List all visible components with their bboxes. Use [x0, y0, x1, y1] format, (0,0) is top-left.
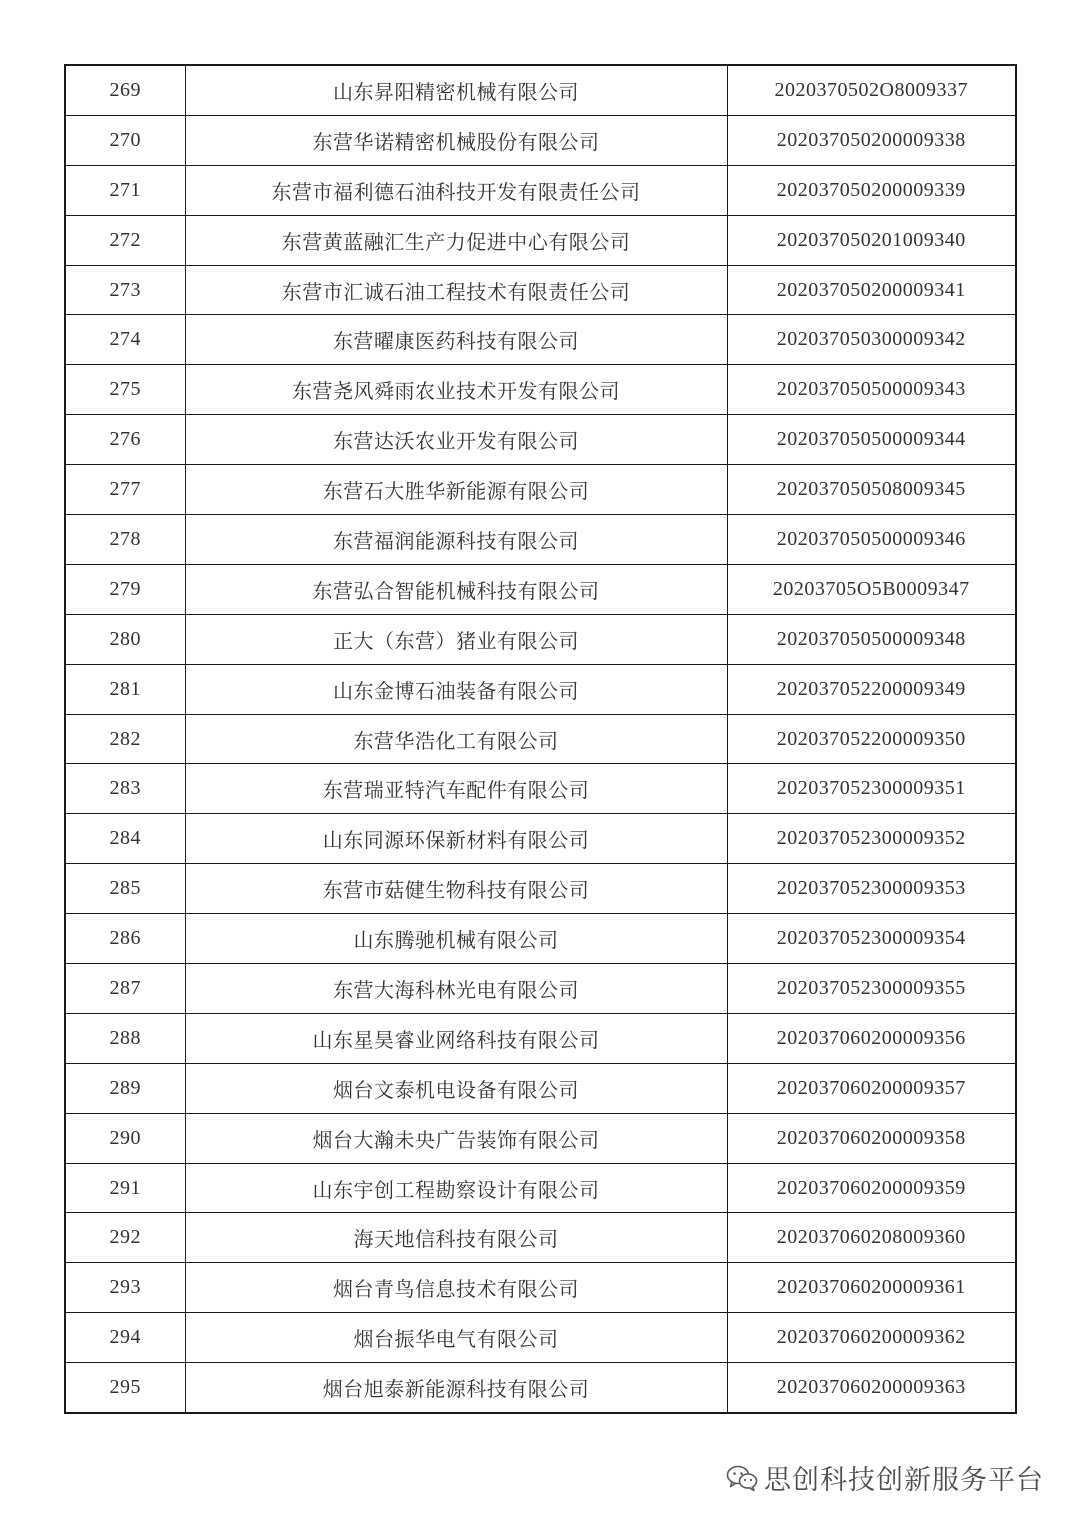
registration-code: 202037050200009341 [727, 265, 1016, 315]
table-row [65, 215, 1016, 265]
registration-code: 202037050200009338 [727, 115, 1016, 165]
registration-code: 20203705O5B0009347 [727, 564, 1016, 614]
row-index: 284 [65, 814, 185, 864]
row-index: 283 [65, 764, 185, 814]
registration-code: 202037050300009342 [727, 315, 1016, 365]
company-registry-table [64, 64, 1017, 1414]
company-name: 山东金博石油装备有限公司 [185, 664, 727, 714]
company-name: 东营黄蓝融汇生产力促进中心有限公司 [185, 215, 727, 265]
row-index: 286 [65, 914, 185, 964]
table-row [65, 1113, 1016, 1163]
registration-code: 202037052300009353 [727, 864, 1016, 914]
company-name: 烟台旭泰新能源科技有限公司 [185, 1363, 727, 1413]
company-name: 东营市福利德石油科技开发有限责任公司 [185, 165, 727, 215]
row-index: 285 [65, 864, 185, 914]
company-name: 东营华浩化工有限公司 [185, 714, 727, 764]
company-name: 正大（东营）猪业有限公司 [185, 614, 727, 664]
table-row [65, 165, 1016, 215]
row-index: 282 [65, 714, 185, 764]
registration-code: 202037060200009357 [727, 1063, 1016, 1113]
row-index: 289 [65, 1063, 185, 1113]
row-index: 270 [65, 115, 185, 165]
row-index: 279 [65, 564, 185, 614]
company-name: 烟台大瀚未央广告装饰有限公司 [185, 1113, 727, 1163]
row-index: 275 [65, 365, 185, 415]
row-index: 271 [65, 165, 185, 215]
company-name: 东营福润能源科技有限公司 [185, 515, 727, 565]
table-row [65, 1163, 1016, 1213]
table-row [65, 265, 1016, 315]
table-row [65, 714, 1016, 764]
registration-code: 202037060200009362 [727, 1313, 1016, 1363]
company-name: 东营市汇诚石油工程技术有限责任公司 [185, 265, 727, 315]
company-name: 烟台青鸟信息技术有限公司 [185, 1263, 727, 1313]
company-name: 东营尧风舜雨农业技术开发有限公司 [185, 365, 727, 415]
table-row [65, 664, 1016, 714]
row-index: 291 [65, 1163, 185, 1213]
table-row [65, 864, 1016, 914]
table-row [65, 415, 1016, 465]
row-index: 272 [65, 215, 185, 265]
company-name: 东营市菇健生物科技有限公司 [185, 864, 727, 914]
row-index: 287 [65, 964, 185, 1014]
row-index: 274 [65, 315, 185, 365]
registration-code: 202037052200009350 [727, 714, 1016, 764]
table-row [65, 814, 1016, 864]
row-index: 295 [65, 1363, 185, 1413]
registration-code: 202037052300009351 [727, 764, 1016, 814]
row-index: 276 [65, 415, 185, 465]
registration-code: 202037050500009344 [727, 415, 1016, 465]
row-index: 277 [65, 465, 185, 515]
table-row [65, 515, 1016, 565]
row-index: 280 [65, 614, 185, 664]
company-name: 海天地信科技有限公司 [185, 1213, 727, 1263]
registration-code: 202037050508009345 [727, 465, 1016, 515]
watermark-text: 思创科技创新服务平台 [764, 1465, 1044, 1496]
table-row [65, 65, 1016, 115]
wechat-icon [726, 1464, 758, 1492]
company-name: 山东腾驰机械有限公司 [185, 914, 727, 964]
registration-code: 202037052300009355 [727, 964, 1016, 1014]
table-row [65, 614, 1016, 664]
row-index: 281 [65, 664, 185, 714]
company-name: 山东昇阳精密机械有限公司 [185, 65, 727, 115]
row-index: 273 [65, 265, 185, 315]
registration-code: 202037052300009352 [727, 814, 1016, 864]
table-row [65, 764, 1016, 814]
company-name: 烟台文泰机电设备有限公司 [185, 1063, 727, 1113]
table-row [65, 1013, 1016, 1063]
registration-code: 202037050200009339 [727, 165, 1016, 215]
registration-code: 202037050500009346 [727, 515, 1016, 565]
company-name: 山东星昊睿业网络科技有限公司 [185, 1013, 727, 1063]
table-row [65, 1063, 1016, 1113]
registration-code: 202037050500009343 [727, 365, 1016, 415]
company-table-container [64, 64, 1015, 1414]
company-name: 山东同源环保新材料有限公司 [185, 814, 727, 864]
registration-code: 202037060200009356 [727, 1013, 1016, 1063]
registration-code: 202037052200009349 [727, 664, 1016, 714]
table-row [65, 1363, 1016, 1413]
table-row [65, 1313, 1016, 1363]
company-name: 东营瑞亚特汽车配件有限公司 [185, 764, 727, 814]
table-row [65, 564, 1016, 614]
table-row [65, 964, 1016, 1014]
table-row [65, 115, 1016, 165]
company-name: 东营达沃农业开发有限公司 [185, 415, 727, 465]
table-row [65, 914, 1016, 964]
table-row [65, 1263, 1016, 1313]
registration-code: 202037060200009358 [727, 1113, 1016, 1163]
registration-code: 202037060200009363 [727, 1363, 1016, 1413]
company-name: 烟台振华电气有限公司 [185, 1313, 727, 1363]
row-index: 293 [65, 1263, 185, 1313]
company-name: 东营华诺精密机械股份有限公司 [185, 115, 727, 165]
registration-code: 202037052300009354 [727, 914, 1016, 964]
row-index: 290 [65, 1113, 185, 1163]
row-index: 294 [65, 1313, 185, 1363]
company-name: 东营曜康医药科技有限公司 [185, 315, 727, 365]
table-row [65, 365, 1016, 415]
row-index: 288 [65, 1013, 185, 1063]
watermark [726, 1458, 1044, 1497]
registration-code: 202037060200009361 [727, 1263, 1016, 1313]
company-name: 东营弘合智能机械科技有限公司 [185, 564, 727, 614]
company-name: 山东宇创工程勘察设计有限公司 [185, 1163, 727, 1213]
row-index: 278 [65, 515, 185, 565]
registration-code: 202037050201009340 [727, 215, 1016, 265]
registration-code: 202037060208009360 [727, 1213, 1016, 1263]
registration-code: 202037050500009348 [727, 614, 1016, 664]
registration-code: 2020370502O8009337 [727, 65, 1016, 115]
company-name: 东营石大胜华新能源有限公司 [185, 465, 727, 515]
table-row [65, 465, 1016, 515]
row-index: 269 [65, 65, 185, 115]
table-row [65, 315, 1016, 365]
table-row [65, 1213, 1016, 1263]
table-body [65, 65, 1016, 1413]
row-index: 292 [65, 1213, 185, 1263]
company-name: 东营大海科林光电有限公司 [185, 964, 727, 1014]
registration-code: 202037060200009359 [727, 1163, 1016, 1213]
